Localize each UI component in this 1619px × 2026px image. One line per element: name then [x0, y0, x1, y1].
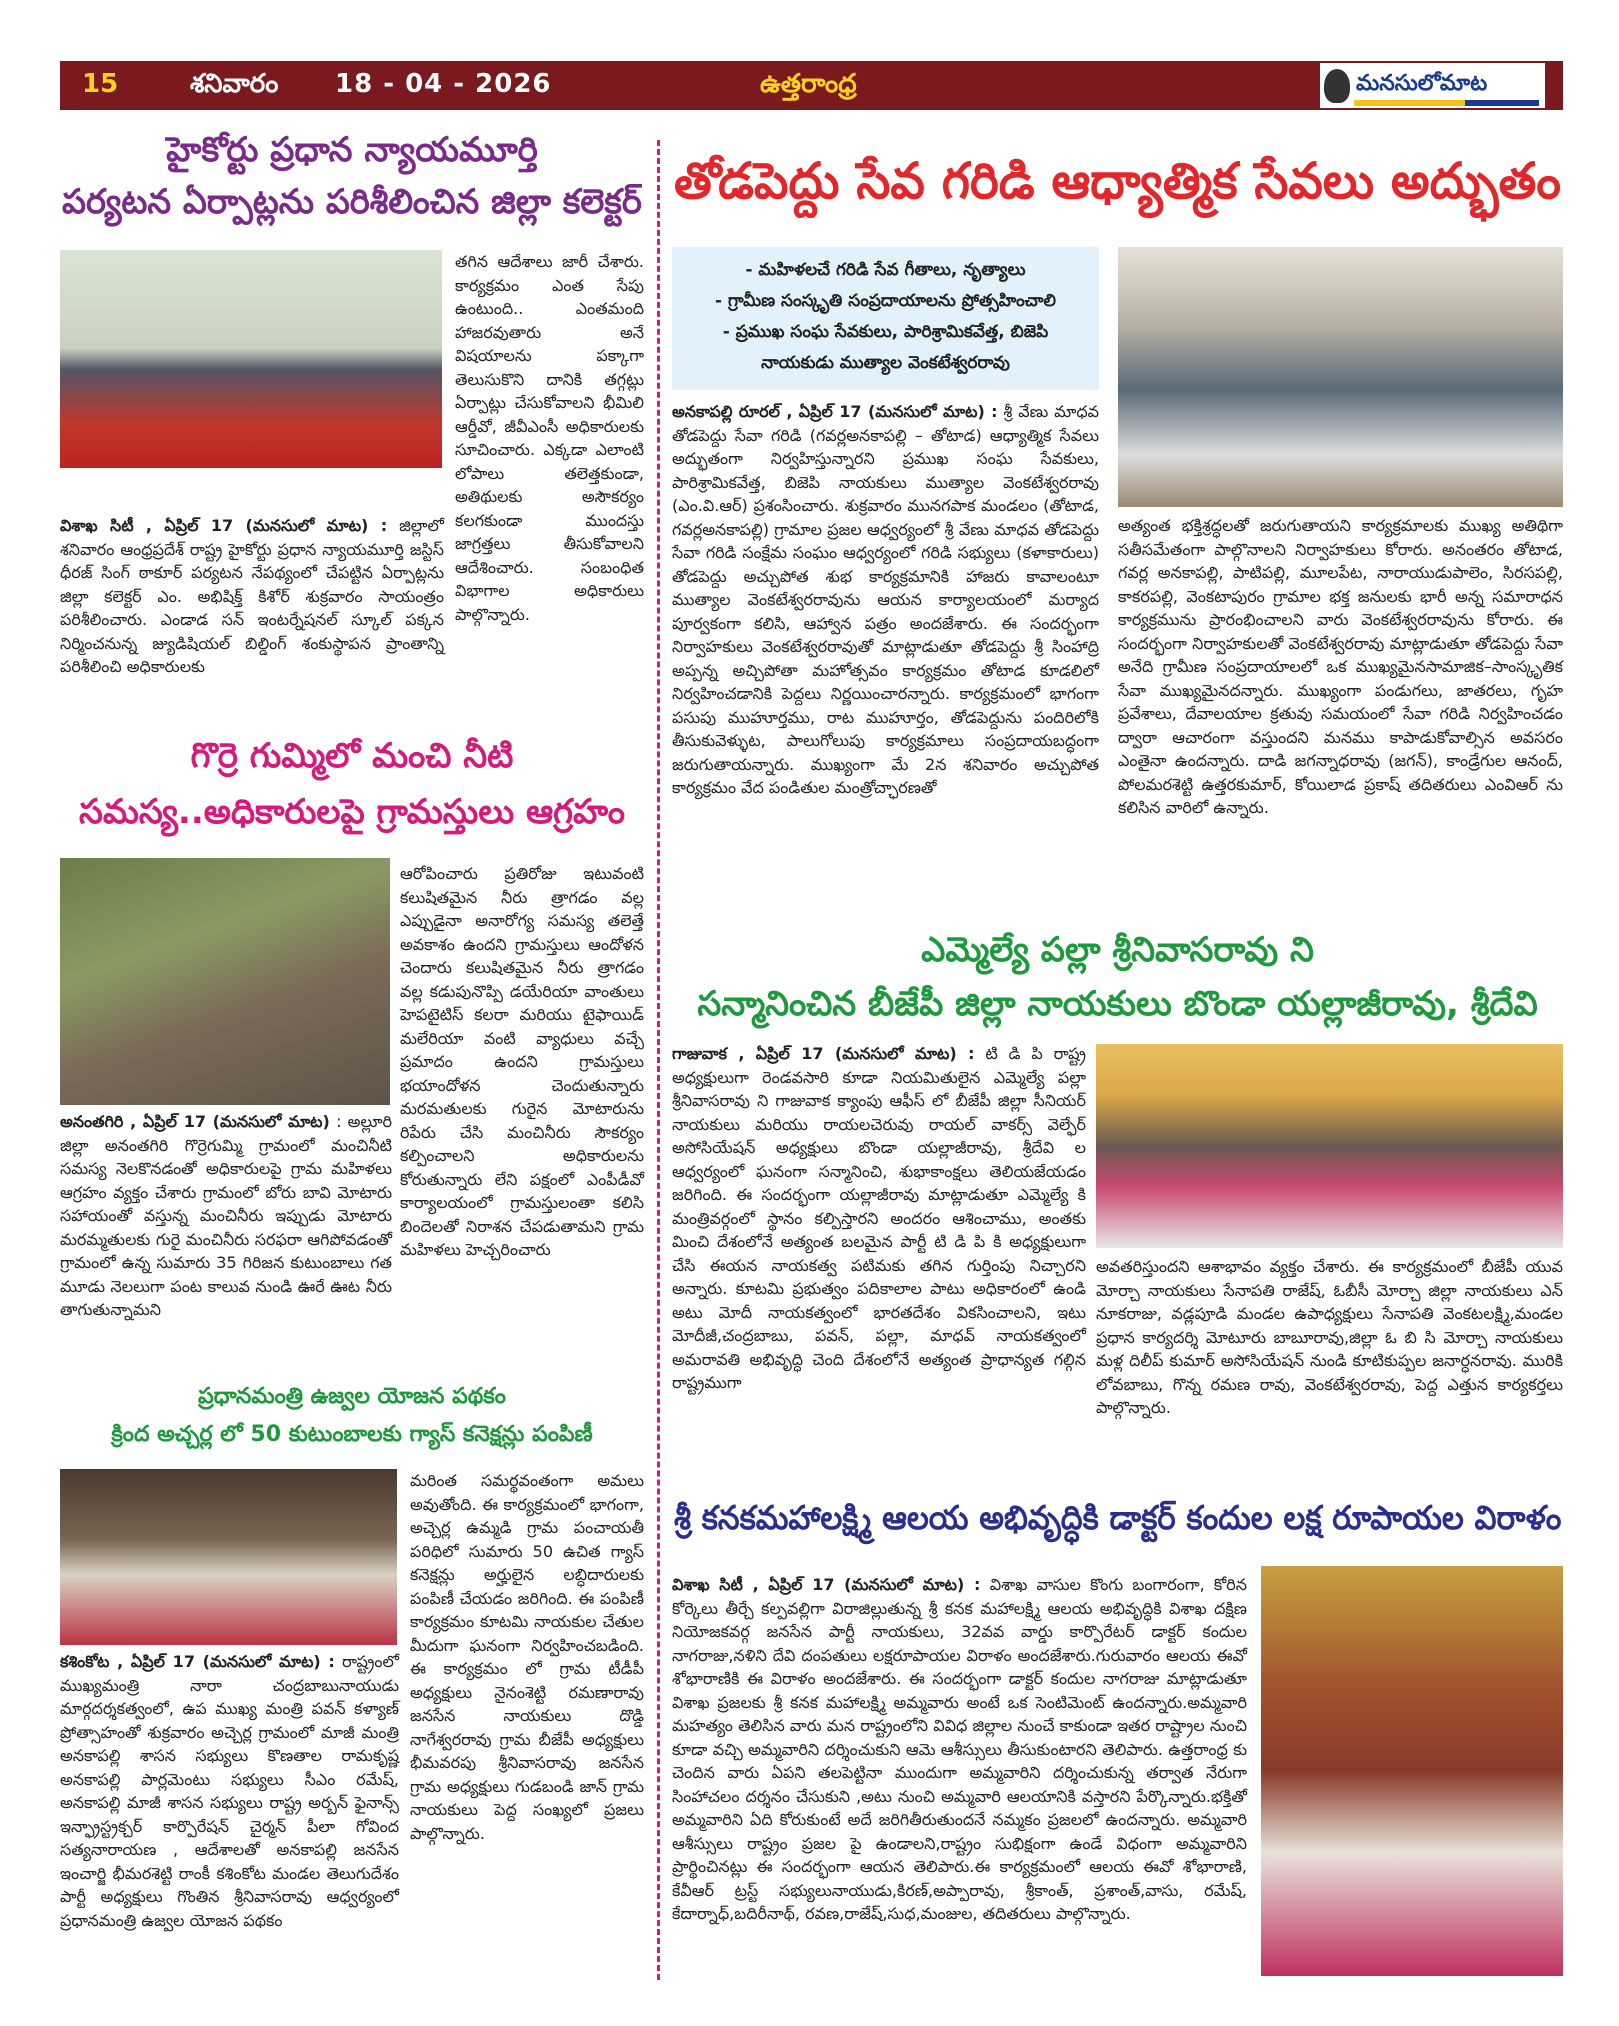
headline-kanaka-wrapper: [672, 1488, 1563, 1548]
headline-line: సన్మానించిన బీజేపీ జిల్లా నాయకులు బొండా యల్లాజీరావు, శ్రీదేవి: [697, 984, 1538, 1024]
date: 18 - 04 - 2026: [335, 69, 552, 99]
highlight-item: - గ్రామీణ సంస్కృతి సంప్రదాయాలను ప్రోత్సహించాలి: [715, 291, 1056, 311]
highlight-item: - మహిళలచే గరిడి సేవ గీతాలు, నృత్యాలు: [745, 260, 1026, 280]
day: శనివారం: [190, 69, 279, 99]
photo-village-water: [60, 858, 390, 1105]
photo-invitation-handover: [1118, 247, 1563, 507]
dateline: అనకాపల్లి రూరల్ , ఏప్రిల్ 17 (మనసులో మాట) :: [672, 402, 998, 421]
headline-line: క్రింద అచ్చర్ల లో 50 కుటుంబాలకు గ్యాస్ కనెక్షన్లు పంపిణీ: [111, 1422, 593, 1447]
headline-line: ప్రధానమంత్రి ఉజ్వల యోజన పథకం: [198, 1384, 506, 1409]
dateline: అనంతగిరి , ఏప్రిల్ 17 (మనసులో మాట): [60, 1112, 330, 1131]
logo-text: మనసులోమాట: [1356, 70, 1488, 96]
photo-temple-donation: [1261, 1566, 1563, 1976]
headline-line: పర్యటన ఏర్పాట్లను పరిశీలించిన జిల్లా కలెక్టర్: [62, 182, 642, 222]
highlight-item: - ప్రముఖ సంఘ సేవకులు, పారిశ్రామికవేత్త, బిజెపి: [722, 322, 1049, 342]
page-number: 15: [82, 69, 119, 99]
highlight-item: నాయకుడు ముత్యాల వెంకటేశ్వరరావు: [761, 353, 1010, 373]
headline-gas-connections: [60, 1378, 644, 1454]
article-text: తగిన ఆదేశాలు జారీ చేశారు. కార్యక్రమం ఎంత సేపు ఉంటుంది.. ఎంతమంది హాజరవుతారు అనే విషయాలను పక్కాగా తెలుసుకొని దానికి తగ్గట్లు ఏర్పాట్లు చేసుకోవాలని భీమిలి ఆర్డీవో, జీవీఎంసీ అధికారులకు సూచించారు. ఎక్కడా ఎలాంటి లోపాలు తలెత్తకుండా, అతిథులకు అసౌకర్యం కలగకుండా ముందస్తు జాగ్రత్తలు తీసుకోవాలని ఆదేశించారు. సంబంధిత విభాగాల అధికారులు పాల్గొన్నారు.: [455, 252, 644, 624]
newspaper-logo: [1320, 63, 1545, 108]
photo-felicitation: [1096, 1044, 1563, 1248]
headline-line: గొర్రె గుమ్మిలో మంచి నీటి: [190, 736, 514, 776]
article-text: [672, 400, 1099, 888]
headline-lead: తోడపెద్దు సేవ గరిడి ఆధ్యాత్మిక సేవలు అద్భుతం: [674, 152, 1561, 210]
dateline: కశింకోట , ఏప్రిల్ 17 (మనసులో మాట) :: [60, 1652, 335, 1671]
headline-line: సమస్య..అధికారులపై గ్రామస్తులు ఆగ్రహం: [79, 792, 625, 832]
article-body: రాష్ట్రంలో ముఖ్యమంత్రి నారా చంద్రబాబునాయుడు మార్గదర్శకత్వంలో, ఉప ముఖ్య మంత్రి పవన్ కళ్యాణ్ ప్రోత్సాహంతో శుక్రవారం అచ్చెర్ల గ్రామంలో మాజీ మంత్రి అనకాపల్లి శాసన సభ్యులు కొణతాల రామకృష్ణ అనకాపల్లి పార్లమెంటు సభ్యులు సీఎం రమేష్, అనకాపల్లి మాజీ శాసన సభ్యులు రాష్ట్ర అర్బన్ ఫైనాన్స్ ఇన్ఫ్రాస్ట్రక్చర్ కార్పొరేషన్ చైర్మన్ పీలా గోవింద సత్యనారాయణ , ఆదేశాలతో అనకాపల్లి జనసేన ఇంచార్జి భీమరశెట్టి రాంకీ కశింకోట మండల తెలుగుదేశం పార్టీ అధ్యక్షులు గొంతిన శ్రీనివాసరావు ఆధ్వర్యంలో ప్రధానమంత్రి ఉజ్వల యోజన పథకం: [60, 1652, 399, 1930]
article-text: [672, 1573, 1247, 1978]
article-body: : అల్లూరి జిల్లా అనంతగిరి గొర్రెగుమ్మి గ్రామంలో మంచినీటి సమస్య నెలకొనడంతో అధికారులపై గ్రామ మహిళలు ఆగ్రహం వ్యక్తం చేశారు గ్రామంలో బోరు బావి మోటారు సహాయంతో వస్తున్న మంచినీరు ఇప్పుడు మోటారు మరమ్మతులకు గురై మంచినీరు సరఫరా ఆగిపోవడంతో గ్రామంలో ఉన్న సుమారు 35 గిరిజన కుటుంబాలు గత మూడు నెలలుగా పంట కాలువ నుండి ఊరే ఊట నీరు తాగుతున్నామని: [60, 1112, 392, 1319]
article-text: అవతరిస్తుందని ఆశాభావం వ్యక్తం చేశారు. ఈ కార్యక్రమంలో బీజేపీ యువ మోర్చా నాయకులు సేనాపతి రాజేష్, ఓబీసీ మోర్చా జిల్లా నాయకులు ఎన్ నూకరాజు, వడ్లపూడి మండల ఉపాధ్యక్షులు సేనాపతి వెంకటలక్ష్మి,మండల ప్రధాన కార్యదర్శి మోటూరు బాబూరావు,జిల్లా ఓ బి సి మోర్చా నాయకులు మళ్ల దిలీప్ కుమార్ అసోసియేషన్ నుండి కూటికుప్పల జనార్ధనరావు. మురికి లోవబాబు, గొన్న రమణ రావు, వెంకటేశ్వరరావు, పెద్ద ఎత్తున కార్యకర్తలు పాల్గొన్నారు.: [1096, 1257, 1563, 1417]
headline-line: ఎమ్మెల్యే పల్లా శ్రీనివాసరావు ని: [921, 930, 1314, 970]
section-name: ఉత్తరాంధ్ర: [760, 69, 857, 99]
headline-high-court: [60, 124, 644, 228]
article-text: మరింత సమర్థవంతంగా అమలు అవుతోంది. ఈ కార్యక్రమంలో భాగంగా, అచ్చెర్ల ఉమ్మడి గ్రామ పంచాయతీ పరిధిలో సుమారు 50 ఉచిత గ్యాస్ కనెక్షన్లు అర్హులైన లబ్ధిదారులకు పంపిణీ చేయడం జరిగింది. ఈ పంపిణీ కార్యక్రమం కూటమి నాయకుల చేతుల మీదుగా ఘనంగా నిర్వహించబడింది. ఈ కార్యక్రమం లో గ్రామ టీడీపీ అధ్యక్షులు నైనంశెట్టి రమణారావు జనసేన నాయకులు దొడ్డి నాగేశ్వరరావు గ్రామ బీజేపీ అధ్యక్షులు భీమవరపు శ్రీనివాసరావు జనసేన గ్రామ అధ్యక్షులు గుడబండి జాన్ గ్రామ నాయకులు పెద్ద సంఖ్యలో ప్రజలు పాల్గొన్నారు.: [410, 1471, 644, 1843]
article-body: జిల్లాలో శనివారం ఆంధ్రప్రదేశ్ రాష్ట్ర హైకోర్టు ప్రధాన న్యాయమూర్తి జస్టిస్ ధీరజ్ సింగ్ ఠాకూర్ పర్యటన నేపథ్యంలో చేపట్టిన ఏర్పాట్లను జిల్లా కలెక్టర్ ఎం. అభిషిక్త్ కిశోర్ శుక్రవారం సాయంత్రం పరిశీలించారు. ఎండాడ సన్ ఇంటర్నేషనల్ స్కూల్ పక్కన నిర్మించనున్న జ్యుడిషియల్ బిల్డింగ్ శంకుస్థాపన ప్రాంతాన్ని పరిశీలించి అధికారులకు: [60, 516, 444, 676]
headline-kanaka-mahalakshmi: శ్రీ కనకమహాలక్ష్మి ఆలయ అభివృద్ధికి డాక్టర్ కందుల లక్ష రూపాయల విరాళం: [674, 1498, 1562, 1537]
article-text: అత్యంత భక్తిశ్రద్ధలతో జరుగుతాయని కార్యక్రమాలకు ముఖ్య అతిథిగా సతీసమేతంగా పాల్గొనాలని నిర్వాహకులు కోరారు. అనంతరం తోటాడ, గవర్ల అనకాపల్లి, పాటిపల్లి, మూలపేట, నారాయుడుపాలెం, సిరసపల్లి, కాకరపల్లి, వెంకటాపురం గ్రామాల భక్త జనులకు భారీ అన్న సమారాధన కార్యక్రమును ప్రారంభించాలని వారు వెంకటేశ్వరరావును కోరారు. ఈ సందర్భంగా నిర్వాహకులతో వెంకటేశ్వరరావు మాట్లాడుతూ తోడపెద్దు సేవా అనేది గ్రామీణ సంప్రదాయాలలో ఒక ముఖ్యమైనసామాజిక–సాంస్కృతిక సేవా ముఖ్యమైనదన్నారు. ముఖ్యంగా పండుగలు, జాతరలు, గృహ ప్రవేశాలు, దేవాలయాల క్రతువు సమయంలో సేవా గరిడి నిర్వహించడం ద్వారా ఆచారంగా వస్తుందని మనము కాపాడుకోవాల్సిన అవసరం ఎంతైనా ఉందన్నారు. దాడి జగన్నాధరావు (జగన్), కాండ్రేగుల ఆనంద్, పోలమరశెట్టి ఉత్తరకుమార్, కోయిలాడ ప్రకాష్ తదితరులు ఎంవిఆర్ ను కలిసిన వారిలో ఉన్నారు.: [1118, 516, 1563, 817]
article-text: [60, 514, 444, 676]
dateline: గాజువాక , ఏప్రిల్ 17 (మనసులో మాట) :: [672, 1044, 975, 1063]
logo-portrait-icon: [1324, 69, 1350, 103]
photo-gas-distribution: [60, 1469, 397, 1645]
logo-tagline-bar: [1354, 100, 1539, 106]
article-text: [60, 1650, 399, 1980]
article-body: టి డి పి రాష్ట్ర అధ్యక్షులుగా రెండవసారి కూడా నియమితులైన ఎమ్మెల్యే పల్లా శ్రీనివాసరావు ని గాజువాక క్యాంపు ఆఫీస్ లో బీజేపీ జిల్లా సీనియర్ నాయకులు మరియు రాయలచెరువు రాయల్ వాకర్స్ వెల్ఫేర్ అసోసియేషన్ అధ్యక్షులు బొండా యల్లాజీరావు, శ్రీదేవి ల ఆధ్వర్యంలో ఘనంగా సన్మానించి, శుభాకాంక్షలు తెలియజేయడం జరిగింది. ఈ సందర్భంగా యల్లాజీరావు మాట్లాడుతూ ఎమ్మెల్యే కి మంత్రివర్గంలో స్థానం కల్పిస్తారని అందరం ఆశించాము, అంతకు మించి దేశంలోనే అత్యంత బలమైన పార్టీ టి డి పి కి అధ్యక్షులుగా చేసి ఈయన నాయకత్వ పటిమకు తగిన గుర్తింపు నిచ్చారని అన్నారు. కూటమి ప్రభుత్వం పదికాలాల పాటు అధికారంలో ఉండి అటు మోదీ నాయకత్వంలో భారతదేశం వికసించాలని, ఇటు మోదీజీ,చంద్రబాబు, పవన్, పల్లా, మాధవ్ నాయకత్వంలో అమరావతి అభివృద్ధి చెంది దేశంలోనే అత్యంత ప్రాధాన్యత గల్గిన రాష్ట్రముగా: [672, 1044, 1086, 1392]
dateline: విశాఖ సిటీ , ఏప్రిల్ 17 (మనసులో మాట) :: [60, 516, 388, 535]
article-body: విశాఖ వాసుల కొంగు బంగారంగా, కోరిన కోర్కెలు తీర్చే కల్పవల్లిగా విరాజిల్లుతున్న శ్రీ కనక మహాలక్ష్మి ఆలయ అభివృద్ధికి విశాఖ దక్షిణ నియోజకవర్గ జనసేన పార్టీ నాయకులు, 32వవ వార్డు కార్పొరేటర్ డాక్టర్ కందుల నాగరాజు,నళిని దేవి దంపతులు లక్షరూపాయల విరాళం అందజేశారు.గురువారం ఆలయ ఈవో శోభారాణికి ఈ విరాళం అందజేశారు. ఈ సందర్భంగా డాక్టర్ కందుల నాగరాజు మాట్లాడుతూ విశాఖ ప్రజలకు శ్రీ కనక మహాలక్ష్మి అమ్మవారు అంటే ఒక సెంటిమెంట్ ఉందన్నారు.అమ్మవారి మహత్యం తెలిసిన వారు మన రాష్ట్రంలోని వివిధ జిల్లాల నుంచే కాకుండా ఇతర రాష్ట్రాల నుంచి కూడా వచ్చి అమ్మవారిని దర్శించుకుని ఆమె ఆశీస్సులు తీసుకుంటారని తెలిపారు. ఉత్తరాంధ్ర కు చెందిన వారు ఏపని తలపెట్టినా ముందుగా అమ్మవారిని దర్శించుకున్న తర్వాత నేరుగా సింహాచలం దర్శనం చేసుకుని ,అటు నుంచి అమ్మవారి ఆలయానికి వస్తారని పేర్కొన్నారు.భక్తితో అమ్మవారిని ఏది కోరుకుంటే అదే జరిగితీరుతుందనే నమ్మకం ప్రజలలో ఉందన్నారు. అమ్మవారి ఆశీస్సులు రాష్ట్రం ప్రజల పై ఉండాలని,రాష్ట్రం సుభిక్షంగా ఉండే విధంగా అమ్మవారిని ప్రార్థించినట్లు ఈ సందర్భంగా ఆయన తెలిపారు.ఈ కార్యక్రమంలో ఆలయ ఈవో శోభారాణి, కేవీఆర్ ట్రస్ట్ సభ్యులునాయుడు,కిరణ్,అప్పారావు, శ్రీకాంత్, ప్రశాంత్,వాసు, రమేష్, కేదార్నాధ్,బదిరీనాథ్, రవణ,రాజేష్,సుధ,మంజుల, తదితరులు పాల్గొన్నారు.: [672, 1575, 1247, 1923]
photo-collector-inspection: [60, 250, 442, 468]
article-body: శ్రీ వేణు మాధవ తోడపెద్దు సేవా గరిడి (గవర్లఅనకాపల్లి – తోటాడ) ఆధ్యాత్మిక సేవలు అద్భుతంగా నిర్వహిస్తున్నారని ప్రముఖ సంఘ సేవకులు, పారిశ్రామికవేత్త, బిజెపి నాయకులు ముత్యాల వెంకటేశ్వరరావు (ఎం.వి.ఆర్) ప్రశంసించారు. శుక్రవారం మునగపాక మండలం (తోటాడ, గవర్లఅనకాపల్లి) గ్రామాల ప్రజల ఆధ్వర్యంలో శ్రీ వేణు మాధవ తోడపెద్దు సేవా గరిడి సంక్షేమ సంఘం ఆధ్వర్యంలో గరిడి సభ్యులు (కళాకారులు) తోడపెద్దు అచ్చుపోత శుభ కార్యక్రమానికి హాజరు కావాలంటూ ముత్యాల వెంకటేశ్వరరావును ఆయన కార్యాలయంలో మర్యాద పూర్వకంగా కలిసి, ఆహ్వాన పత్రం అందజేశారు. ఈ సందర్భంగా నిర్వాహకులు వెంకటేశ్వరరావుతో మాట్లాడుతూ తోడపెద్దు శ్రీ సింహాద్రి అప్పన్న అచ్చిపోతా మహోత్సవం కార్యక్రమం తోటాడ కూడలిలో నిర్వహించడానికి పెద్దలు నిర్ణయించారన్నారు. కార్యక్రమంలో భాగంగా పసుపు ముహూర్తము, రాట ముహూర్తం, తోడపెద్దును పందిరిలోకి తీసుకువెళ్ళుట, పాలుగోలుపు కార్యక్రమాలు సంప్రదాయబద్ధంగా జరుగుతాయన్నారు. ముఖ్యంగా మే 2న శనివారం అచ్చుపోత కార్యక్రమం వేద పండితుల మంత్రోచ్ఛారణతో: [672, 402, 1099, 797]
article-text: ఆరోపించారు ప్రతిరోజు ఇటువంటి కలుషితమైన నీరు త్రాగడం వల్ల ఎప్పుడైనా అనారోగ్య సమస్య తలెత్తే అవకాశం ఉందని గ్రామస్తులు ఆందోళన చెందారు కలుషితమైన నీరు త్రాగడం వల్ల కడుపునొప్పి డయేరియా వాంతులు హెపటైటిస్ కలరా మరియు టైఫాయిడ్ మలేరియా వంటి వ్యాధులు వచ్చే ప్రమాదం ఉందని గ్రామస్తులు భయాందోళన చెందుతున్నారు మరమతులకు గురైన మోటారును రిపేరు చేసి మంచినీరు సౌకర్యం కల్పించాలని అధికారులను కోరుతున్నారు లేని పక్షంలో ఎంపీడీవో కార్యాలయంలో గ్రామస్తులంతా కలిసి బిందెలతో నిరాశన చేపడుతామని గ్రామ మహిళలు హెచ్చరించారు: [400, 864, 644, 1259]
dateline: విశాఖ సిటీ , ఏప్రిల్ 17 (మనసులో మాట) :: [672, 1575, 981, 1594]
highlights-box: [672, 247, 1099, 390]
headline-line: హైకోర్టు ప్రధాన న్యాయమూర్తి: [166, 130, 538, 170]
article-text: [672, 1042, 1086, 1447]
article-text: [60, 1110, 392, 1340]
headline-palla: [672, 923, 1563, 1031]
column-divider: [657, 140, 660, 1980]
headline-water-problem: [60, 728, 644, 840]
headline-lead-wrapper: [672, 140, 1563, 222]
masthead: [60, 61, 1563, 110]
